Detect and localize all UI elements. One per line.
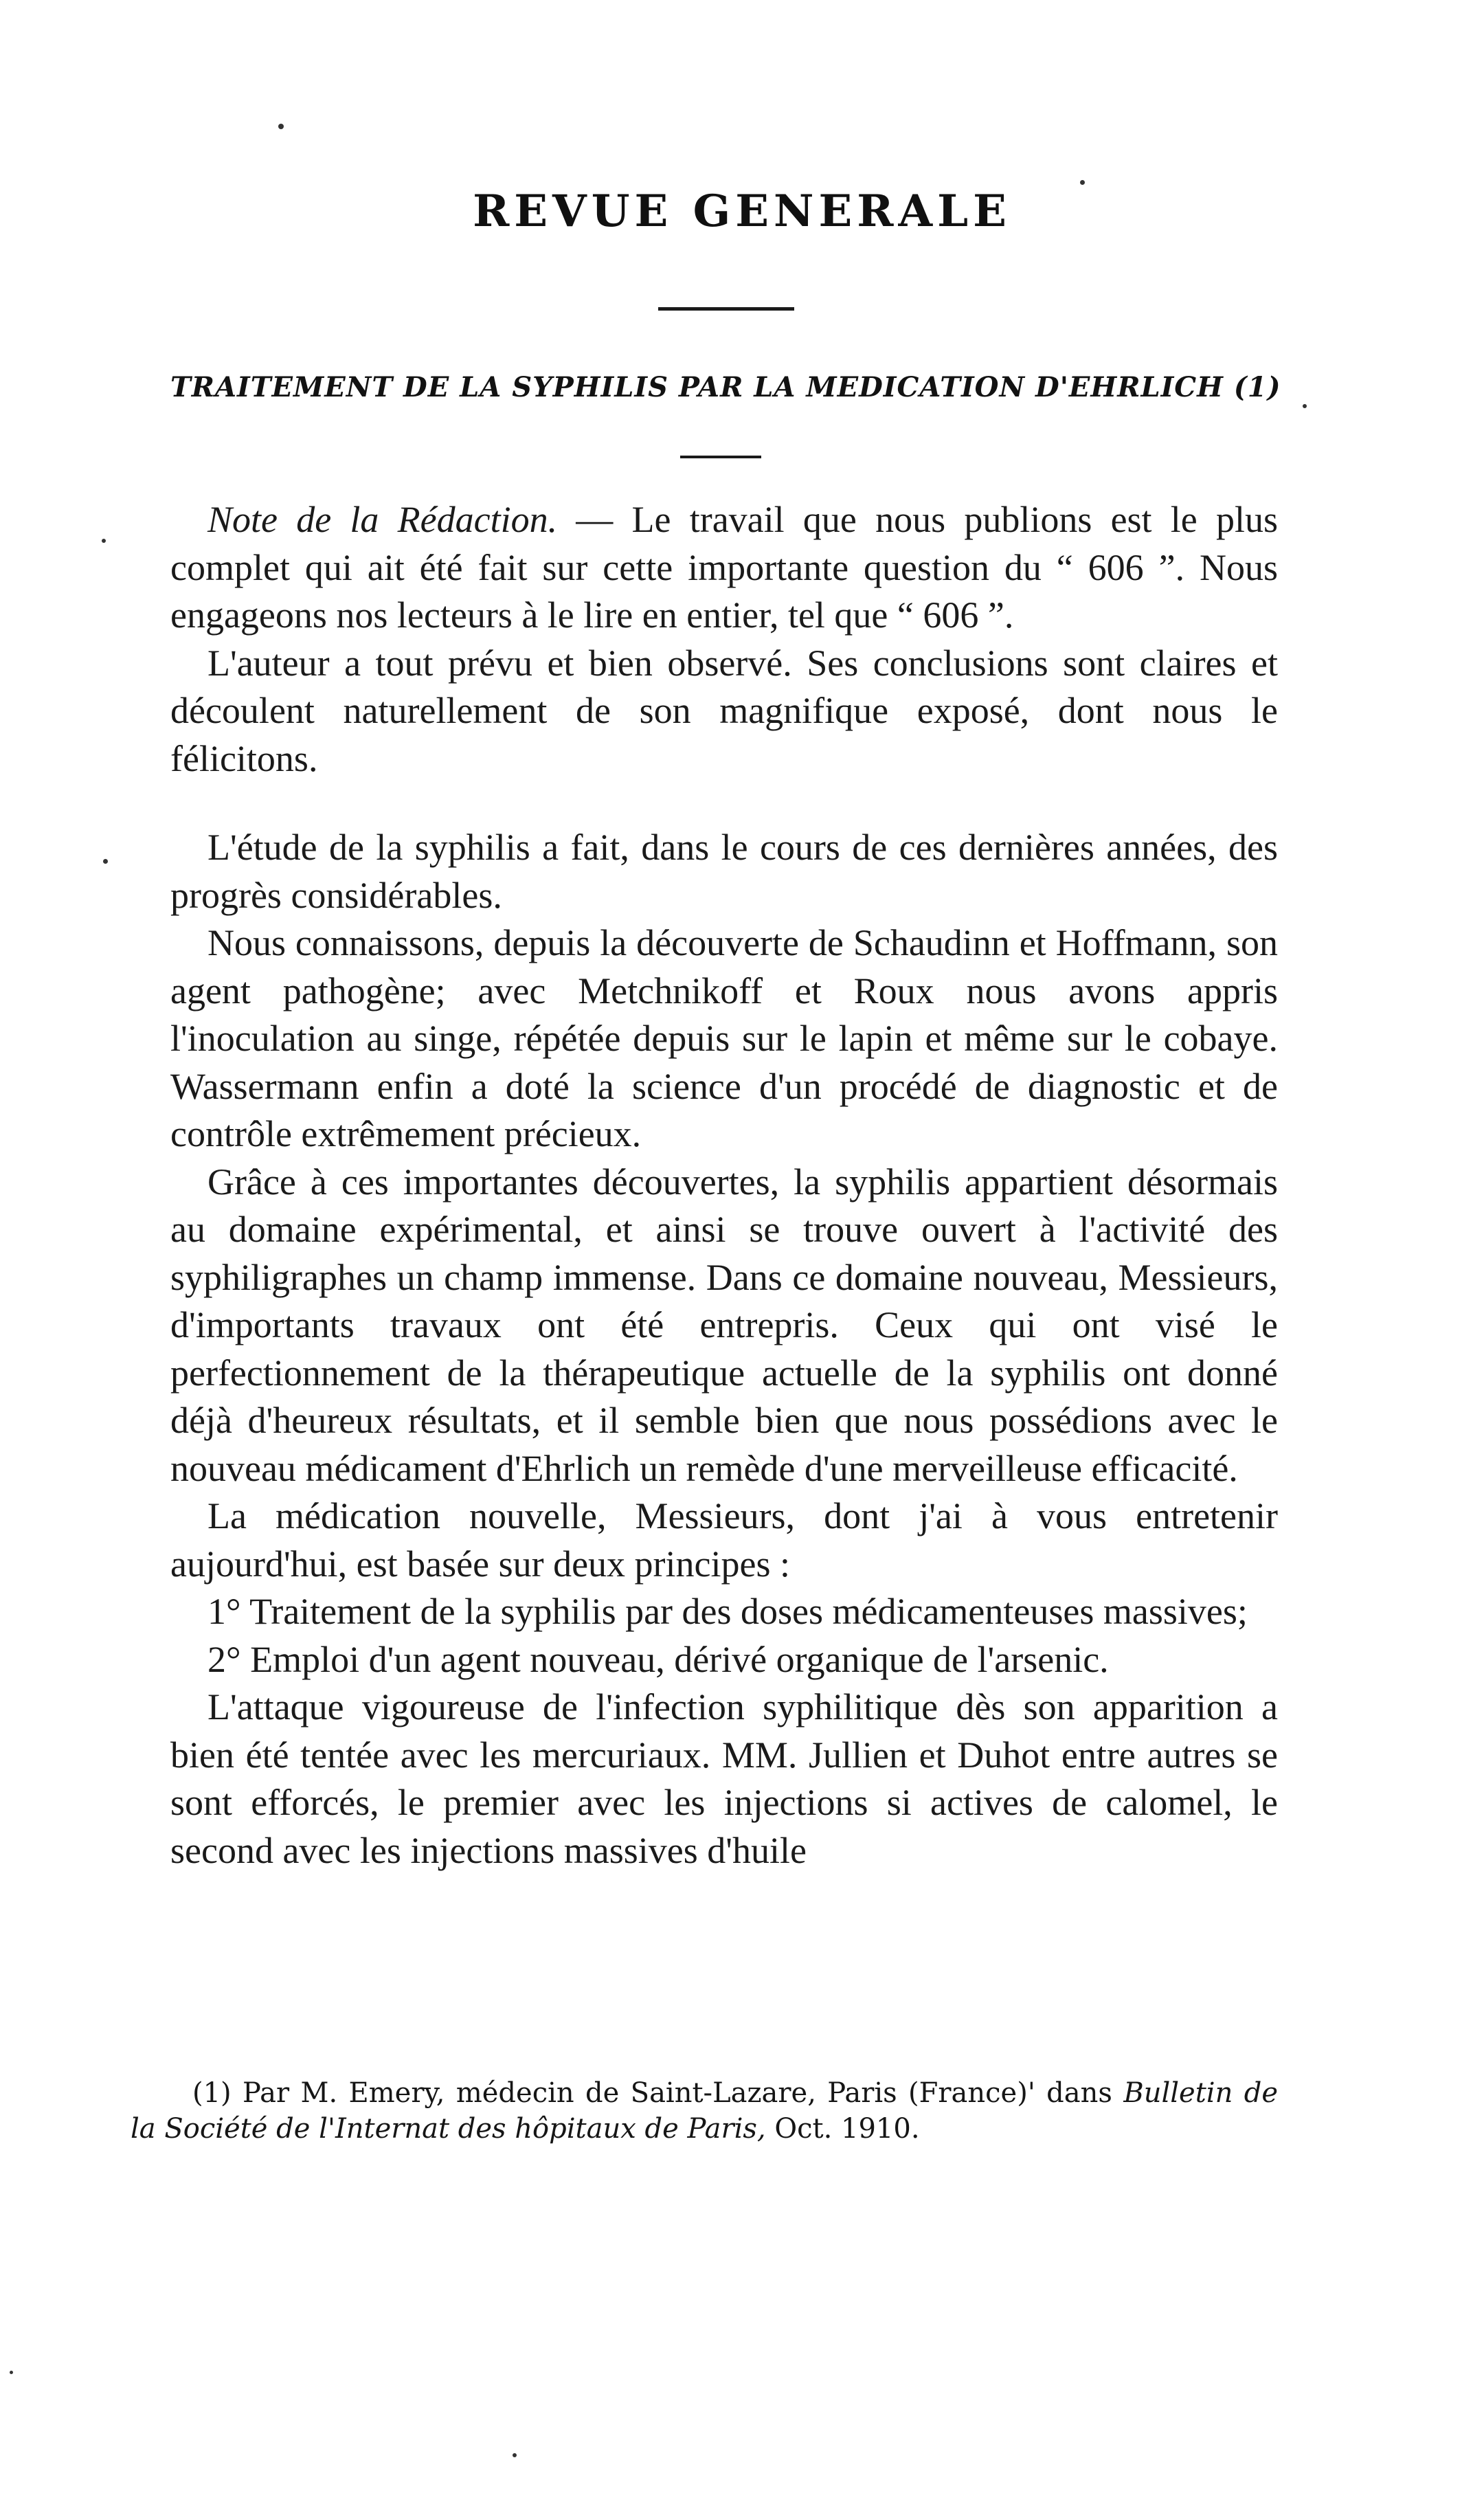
body-paragraph: Nous connaissons, depuis la découverte de Schaudinn et Hoffmann, son agent pathogène; avec Metchnikoff et Roux nous avons appris l'inoculation au singe, répétée depuis sur le lapin et même sur le cobaye. Wassermann enfin a doté la science d'un procédé de diagnostic et de contrôle extrêmement précieux. — [170, 922, 1278, 1154]
scan-speck — [103, 859, 108, 864]
editor-note-paragraph: L'auteur a tout prévu et bien observé. Ses conclusions sont claires et découlent naturellement de son magnifique exposé, dont nous le félicitons. — [170, 642, 1278, 779]
body-paragraph: Grâce à ces importantes découvertes, la syphilis appartient désormais au domaine expérimental, et ainsi se trouve ouvert à l'activité des syphiligraphes un champ immense. Dans ce domaine nouveau, Messieurs, d'importants travaux ont été entrepris. Ceux qui ont visé le perfectionnement de la thérapeutique actuelle de la syphilis ont donné déjà d'heureux résultats, et il semble bien que nous possédions avec le nouveau médicament d'Ehrlich un remède d'une merveilleuse efficacité. — [170, 1161, 1278, 1489]
editor-note-text: — Le travail que nous publions est le plus complet qui ait été fait sur cette importante question du “ 606 ”. Nous engageons nos lecteurs à le lire en entier, tel que “ 606 ”. — [170, 499, 1278, 636]
scan-speck — [10, 2371, 13, 2374]
scan-speck — [278, 124, 284, 129]
footnote-date: Oct. 1910. — [765, 2113, 920, 2145]
article-body — [170, 496, 1278, 1875]
body-paragraph: L'attaque vigoureuse de l'infection syphilitique dès son apparition a bien été tentée avec les mercuriaux. MM. Jullien et Duhot entre autres se sont efforcés, le premier avec les injections si actives de calomel, le second avec les injections massives d'huile — [170, 1686, 1278, 1871]
scan-speck — [102, 539, 106, 543]
body-paragraph: 1° Traitement de la syphilis par des doses médicamenteuses massives; — [207, 1591, 1248, 1632]
footnote-journal: Bulletin de la Société de l'Internat des hôpitaux de Paris, — [131, 2077, 1279, 2145]
article-subtitle: TRAITEMENT DE LA SYPHILIS PAR LA MEDICATION D'EHRLICH (1) — [170, 371, 1281, 403]
body-paragraph: 2° Emploi d'un agent nouveau, dérivé organique de l'arsenic. — [207, 1638, 1109, 1680]
footnote-text: (1) Par M. Emery, médecin de Saint-Lazare, Paris (France)' dans — [192, 2077, 1124, 2109]
title-divider — [658, 307, 794, 311]
footnote — [131, 2075, 1278, 2147]
editor-note — [170, 496, 1278, 640]
body-paragraph: La médication nouvelle, Messieurs, dont j'ai à vous entretenir aujourd'hui, est basée sur deux principes : — [170, 1495, 1278, 1585]
editor-note-label: Note de la Rédaction. — [207, 499, 558, 540]
scan-speck — [513, 2453, 517, 2457]
section-gap — [170, 783, 1278, 824]
scan-speck — [1303, 404, 1307, 408]
subtitle-divider — [680, 456, 761, 458]
scan-speck — [1080, 180, 1085, 185]
body-paragraph: L'étude de la syphilis a fait, dans le cours de ces dernières années, des progrès considérables. — [170, 827, 1278, 916]
page-title: REVUE GENERALE — [473, 186, 1011, 237]
